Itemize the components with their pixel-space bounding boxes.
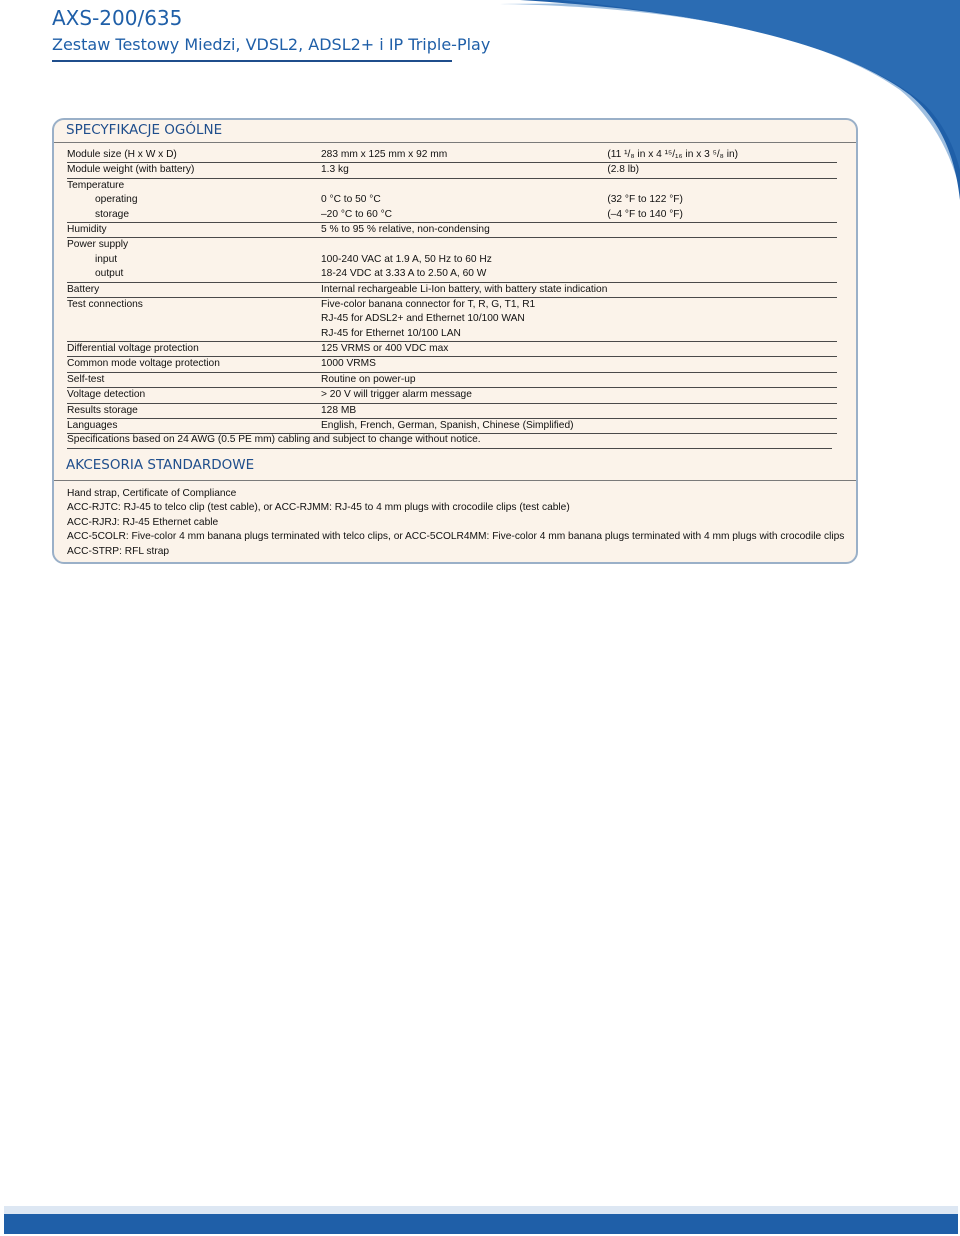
spec-imperial — [607, 267, 837, 282]
spec-label: Voltage detection — [67, 388, 321, 403]
spec-row — [67, 372, 837, 387]
spec-row — [67, 388, 837, 403]
spec-imperial — [607, 342, 837, 357]
spec-value: 18-24 VDC at 3.33 A to 2.50 A, 60 W — [321, 267, 607, 282]
spec-imperial — [607, 403, 837, 418]
spec-label: Temperature — [67, 179, 125, 191]
spec-label: Battery — [67, 282, 321, 297]
spec-value: 0 °C to 50 °C — [321, 194, 381, 206]
spec-imperial — [607, 419, 837, 434]
spec-value — [321, 238, 607, 253]
spec-value: 1.3 kg — [321, 163, 607, 178]
spec-row — [67, 282, 837, 297]
spec-label: Test connections — [67, 298, 143, 310]
spec-label — [67, 327, 321, 342]
footer-band — [4, 1206, 958, 1214]
spec-label: input — [95, 253, 118, 265]
document-subtitle: Zestaw Testowy Miedzi, VDSL2, ADSL2+ i IP Triple-Play — [52, 35, 491, 54]
accessory-item: Hand strap, Certificate of Compliance — [67, 488, 237, 499]
spec-row — [67, 357, 837, 372]
accessory-item: ACC-STRP: RFL strap — [67, 545, 170, 557]
spec-imperial — [607, 222, 837, 237]
spec-row — [67, 297, 837, 312]
spec-imperial — [607, 282, 837, 297]
header-underline — [52, 60, 452, 62]
spec-label — [67, 312, 321, 326]
document-title: AXS-200/635 — [52, 6, 183, 30]
spec-value: RJ-45 for Ethernet 10/100 LAN — [321, 327, 607, 342]
spec-row — [67, 253, 837, 267]
spec-value: 283 mm x 125 mm x 92 mm — [321, 148, 607, 163]
spec-imperial — [607, 297, 837, 312]
spec-label: Module weight (with battery) — [67, 163, 321, 178]
spec-value: 128 MB — [321, 403, 607, 418]
spec-row — [67, 222, 837, 237]
accessory-item: ACC-RJRJ: RJ-45 Ethernet cable — [67, 516, 219, 528]
spec-value: Internal rechargeable Li-Ion battery, with battery state indication — [321, 282, 607, 297]
spec-imperial: (11 ¹/₈ in x 4 ¹⁵/₁₆ in x 3 ⁵/₈ in) — [607, 148, 837, 163]
spec-label: Self-test — [67, 372, 321, 387]
spec-value: 5 % to 95 % relative, non-condensing — [321, 222, 607, 237]
spec-row — [67, 193, 837, 207]
spec-row — [67, 238, 837, 253]
accessory-item: ACC-RJTC: RJ-45 to telco clip (test cable), or ACC-RJMM: RJ-45 to 4 mm plugs with crocodile clips (test cable) — [67, 502, 570, 514]
accessory-item: ACC-5COLR: Five-color 4 mm banana plugs terminated with telco clips, or ACC-5COLR4MM: Five-color 4 mm banana plugs terminated with 4 mm plugs with crocodile clips — [67, 531, 845, 543]
spec-row — [67, 419, 837, 434]
spec-value: –20 °C to 60 °C — [321, 208, 607, 223]
spec-imperial: (32 °F to 122 °F) — [607, 194, 683, 206]
spec-label: Differential voltage protection — [67, 342, 321, 357]
spec-label: Common mode voltage protection — [67, 357, 321, 372]
note-divider — [67, 448, 832, 449]
spec-imperial — [607, 327, 837, 342]
spec-imperial: (–4 °F to 140 °F) — [607, 208, 837, 223]
spec-label: storage — [67, 208, 321, 223]
accessories-list — [67, 487, 844, 559]
spec-value: 125 VRMS or 400 VDC max — [321, 342, 607, 357]
spec-imperial: (2.8 lb) — [607, 163, 837, 178]
accessories-heading: AKCESORIA STANDARDOWE — [66, 457, 255, 473]
spec-value: RJ-45 for ADSL2+ and Ethernet 10/100 WAN — [321, 313, 525, 325]
spec-value: > 20 V will trigger alarm message — [321, 388, 607, 403]
footer-bar — [4, 1214, 958, 1234]
spec-row — [67, 208, 837, 223]
spec-imperial — [607, 253, 837, 267]
spec-value — [321, 178, 607, 193]
spec-panel — [52, 118, 858, 564]
spec-row — [67, 342, 837, 357]
spec-imperial — [607, 312, 837, 326]
spec-label: operating — [95, 194, 138, 206]
spec-imperial — [607, 238, 837, 253]
spec-label: Languages — [67, 419, 321, 434]
spec-value: Five-color banana connector for T, R, G, T1, R1 — [321, 298, 536, 310]
spec-label: Power supply — [67, 239, 129, 251]
spec-value: English, French, German, Spanish, Chinese (Simplified) — [321, 419, 607, 434]
spec-row — [67, 163, 837, 178]
spec-label: output — [67, 267, 321, 282]
spec-row — [67, 403, 837, 418]
spec-row — [67, 267, 837, 282]
section-divider — [54, 480, 856, 481]
section-divider — [54, 142, 856, 143]
spec-table — [67, 148, 837, 434]
spec-label: Humidity — [67, 222, 321, 237]
spec-row — [67, 148, 837, 163]
spec-note: Specifications based on 24 AWG (0.5 PE mm) cabling and subject to change without notice. — [67, 434, 481, 445]
spec-row — [67, 327, 837, 342]
spec-imperial — [607, 388, 837, 403]
spec-value: Routine on power-up — [321, 372, 607, 387]
spec-imperial — [607, 372, 837, 387]
spec-label: Results storage — [67, 403, 321, 418]
spec-label: Module size (H x W x D) — [67, 148, 321, 163]
spec-value: 100-240 VAC at 1.9 A, 50 Hz to 60 Hz — [321, 253, 492, 265]
spec-imperial — [607, 178, 837, 193]
general-specs-heading: SPECYFIKACJE OGÓLNE — [66, 122, 223, 138]
spec-row — [67, 312, 837, 326]
spec-imperial — [607, 357, 837, 372]
spec-row — [67, 178, 837, 193]
spec-value: 1000 VRMS — [321, 357, 607, 372]
